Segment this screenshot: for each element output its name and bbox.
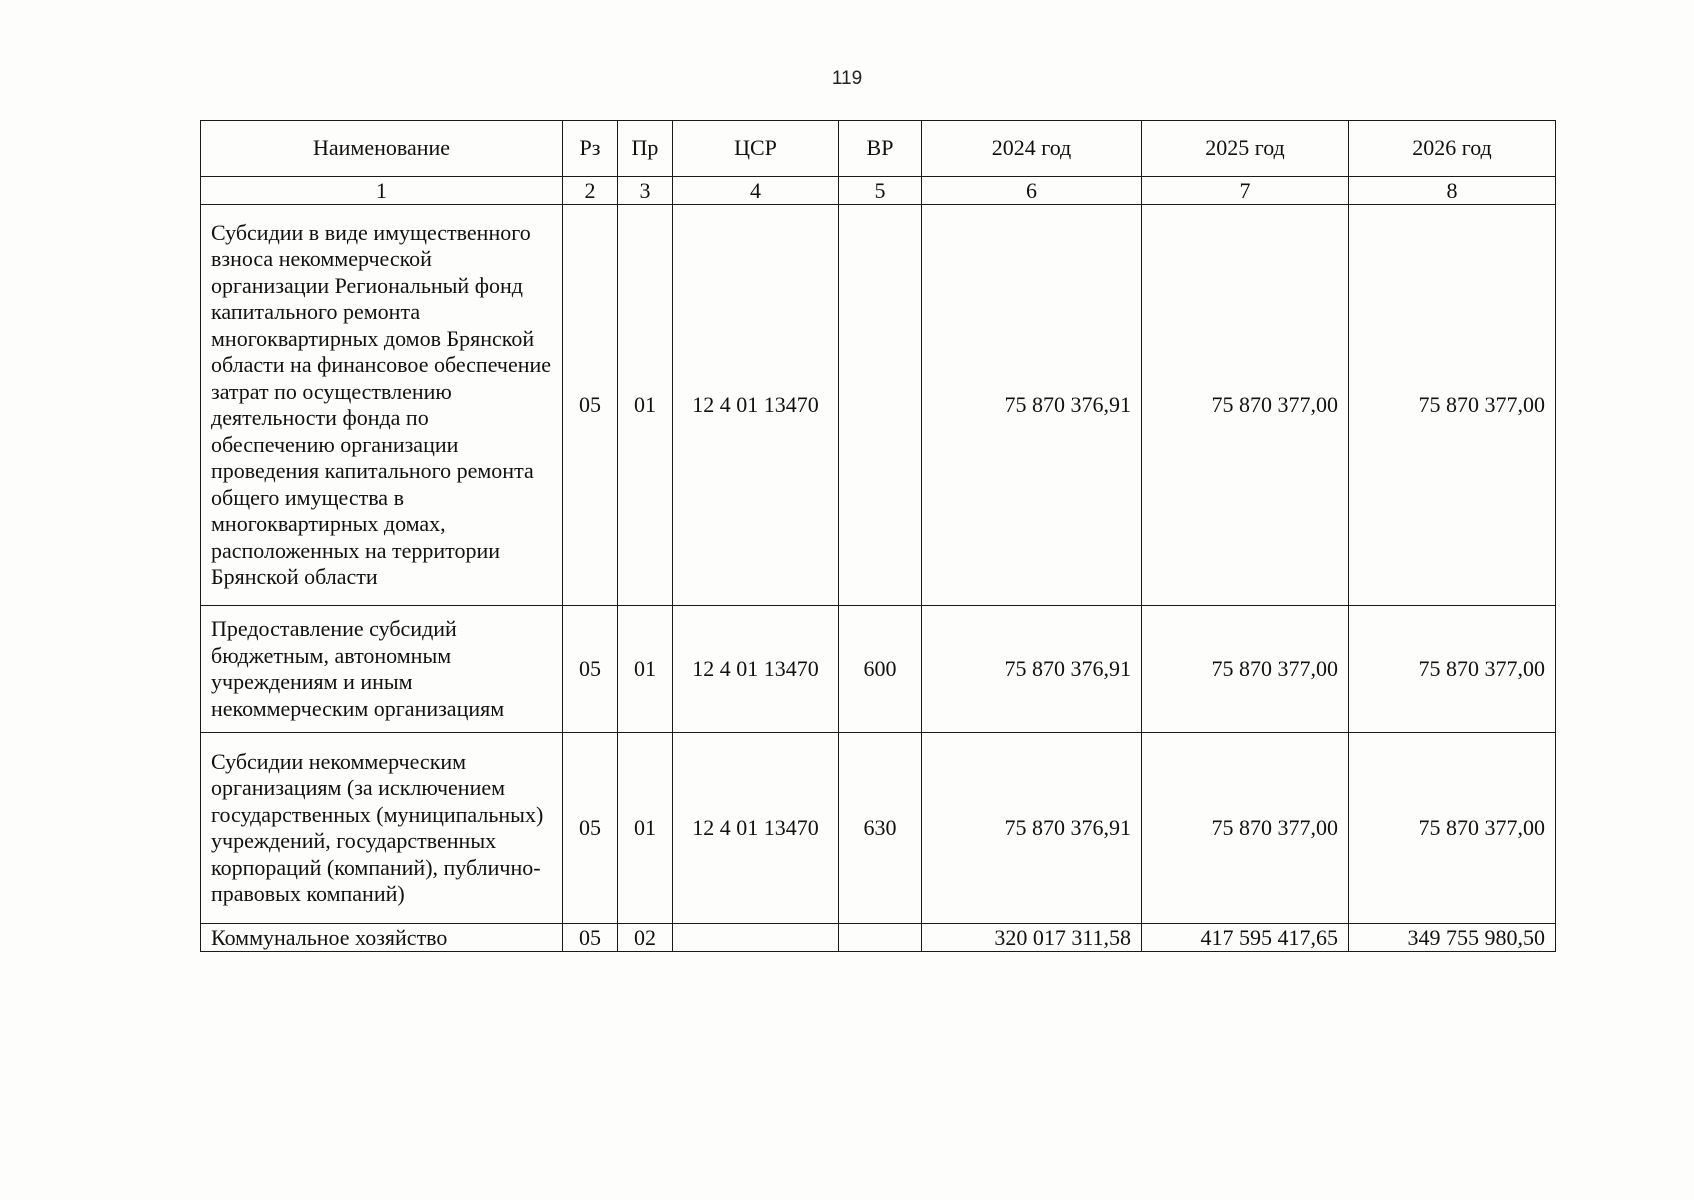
table-row [201,733,1556,924]
row-2025: 75 870 377,00 [1142,733,1349,924]
row-rz: 05 [563,606,618,733]
column-number: 2 [563,177,618,205]
table-header-row [201,121,1556,177]
page-number: 119 [831,68,863,89]
header-2026: 2026 год [1349,121,1556,177]
row-name: Коммунальное хозяйство [201,924,563,952]
header-2025: 2025 год [1142,121,1349,177]
row-2025: 75 870 377,00 [1142,205,1349,606]
row-pr: 01 [618,205,673,606]
row-2024: 320 017 311,58 [922,924,1142,952]
header-pr: Пр [618,121,673,177]
budget-table [200,120,1556,952]
row-pr: 02 [618,924,673,952]
row-name: Субсидии некоммерческим организациям (за исключением государственных (муниципальных) учреждений, государственных корпораций (компаний), публично-правовых компаний) [201,733,563,924]
column-number: 5 [839,177,922,205]
column-number: 8 [1349,177,1556,205]
row-rz: 05 [563,733,618,924]
table-row [201,606,1556,733]
row-2026: 75 870 377,00 [1349,606,1556,733]
row-2025: 417 595 417,65 [1142,924,1349,952]
column-number: 7 [1142,177,1349,205]
table-row [201,924,1556,952]
header-2024: 2024 год [922,121,1142,177]
row-csr: 12 4 01 13470 [673,606,839,733]
row-vr: 600 [839,606,922,733]
table-row [201,205,1556,606]
row-vr: 630 [839,733,922,924]
row-name: Предоставление субсидий бюджетным, автономным учреждениям и иным некоммерческим организациям [201,606,563,733]
header-csr: ЦСР [673,121,839,177]
column-number: 6 [922,177,1142,205]
row-2024: 75 870 376,91 [922,733,1142,924]
header-rz: Рз [563,121,618,177]
row-2025: 75 870 377,00 [1142,606,1349,733]
row-rz: 05 [563,205,618,606]
column-number: 1 [201,177,563,205]
row-2026: 75 870 377,00 [1349,733,1556,924]
row-vr [839,924,922,952]
row-2026: 75 870 377,00 [1349,205,1556,606]
header-name: Наименование [201,121,563,177]
column-number: 3 [618,177,673,205]
row-2026: 349 755 980,50 [1349,924,1556,952]
row-2024: 75 870 376,91 [922,606,1142,733]
row-pr: 01 [618,606,673,733]
row-pr: 01 [618,733,673,924]
column-number-row [201,177,1556,205]
row-csr: 12 4 01 13470 [673,733,839,924]
row-name: Субсидии в виде имущественного взноса некоммерческой организации Региональный фонд капитального ремонта многоквартирных домов Брянской области на финансовое обеспечение затрат по осуществлению деятельности фонда по обеспечению организации проведения капитального ремонта общего имущества в многоквартирных домах, расположенных на территории Брянской области [201,205,563,606]
row-vr [839,205,922,606]
row-csr [673,924,839,952]
row-2024: 75 870 376,91 [922,205,1142,606]
row-rz: 05 [563,924,618,952]
header-vr: ВР [839,121,922,177]
column-number: 4 [673,177,839,205]
row-csr: 12 4 01 13470 [673,205,839,606]
